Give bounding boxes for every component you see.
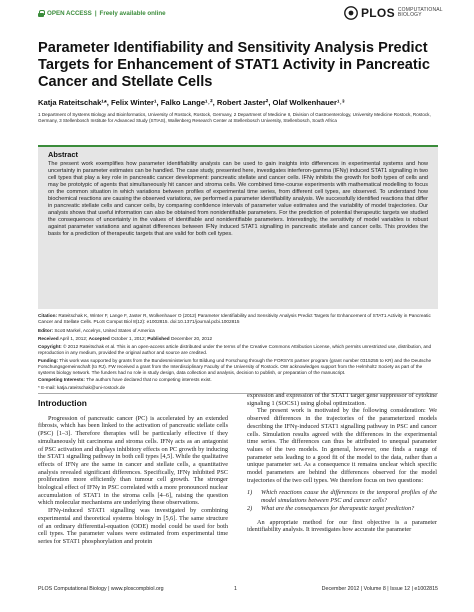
question-1-text: Which reactions cause the differences in the temporal profiles of the model simulations between PSC and cancer cells? [261,489,437,505]
question-1-number: 1) [247,489,253,497]
received-date: April 1, 2012; [59,336,88,341]
body-column-right [247,392,437,534]
editor-text: Scott Markel, Accelrys, United States of America [54,328,155,333]
editor-label: Editor: [38,328,54,333]
citation-label: Citation: [38,313,58,318]
competing-interests-text: The authors have declared that no competing interests exist. [86,377,212,382]
footer-issue: December 2012 | Volume 8 | Issue 12 | e1002815 [321,586,438,592]
affiliation-list: 1 Department of Systems Biology and Bioinformatics, University of Rostock, Rostock, Germany, 2 Department of Medicine II, Division of Gastroenterology, University Medicine Rostock, Rostock, Germany, 3 Stellenbosch Institute for Advanced Study (STIAS), Wallenberg Research Center at Stellenbosch University, Stellenbosch, South Africa [38,112,431,124]
abstract-box [38,145,438,309]
intro-paragraph-1: Progression of pancreatic cancer (PC) is accelerated by an extended fibrosis, which has been linked to the activation of pancreatic stellate cells (PSC) [1–3]. Therefore therapies will be particularly effective if they simultaneously hit carcinoma and stroma cells. IFNγ acts as an antagonist of PSC activation and displays inhibitory effects on PC growth by inducing the STAT1 signalling pathway in both cell types [4,5]. While the qualitative effects of IFNγ are the same in cancer and stellate cells, a quantitative analysis revealed significant differences. Specifically, IFNγ inhibited PSC proliferation more efficiently than tumour cell growth. The stronger biological effect of IFNγ in PSC correlated with a more pronounced nuclear accumulation of STAT1 in the stroma cells [4–6], raising the question which molecular mechanisms are underlying these observations. [38,414,228,507]
copyright-block [38,344,438,356]
received-label: Received [38,336,59,341]
funding-block [38,358,438,377]
research-question-2 [247,505,437,513]
footer-page-number: 1 [234,586,237,592]
plos-logo-icon [344,6,358,20]
published-date: December 20, 2012 [170,336,213,341]
dates-block [38,336,438,342]
citation-block [38,313,438,325]
intro-paragraph-5: An appropriate method for our first objective is a parameter identifiability analysis. It investigates how accurate the parameter [247,518,437,534]
paper-title: Parameter Identifiability and Sensitivity Analysis Predict Targets for Enhancement of STAT1 Activity in Pancreatic Cancer and Stellate Cells [38,40,430,90]
accepted-date: October 1, 2012; [111,336,146,341]
intro-paragraph-3: expression and expression of the STAT1 target gene suppressor of cytokine signaling 1 (SOCS1) using global optimization. [247,392,437,407]
funding-label: Funding: [38,358,59,363]
intro-paragraph-4: The present work is motivated by the following consideration: We observed differences in the trajectories of the parameterized models describing the IFNγ-induced STAT1 signalling pathway in PSC and cancer cells. Simulation results agreed with the differences in the experimental time series. The differences can thus be attributed to unequal parameter values of the two models. In general, however, one finds a range of parameter sets leading to a good fit of the model to the data, rather than a unique parameter set. As a consequence it remains unclear which specific model parameters are behind the differences observed for the model trajectories of the two cell types. We therefore focus on two questions: [247,407,437,484]
copyright-text: © 2012 Rateitschak et al. This is an open-access article distributed under the terms of the Creative Commons Attribution License, which permits unrestricted use, distribution, and reproduction in any medium, provided the original author and source are credited. [38,344,432,356]
journal-subtitle-line-2: BIOLOGY [397,12,422,18]
body-column-left [38,398,228,546]
question-2-number: 2) [247,504,253,512]
author-list: Katja Rateitschak¹*, Felix Winter¹, Falko Lange¹˒², Robert Jaster², Olaf Wolkenhauer¹˒³ [38,98,345,107]
footer-journal-url: PLOS Computational Biology | www.ploscompbiol.org [38,586,164,592]
page-footer [38,586,438,596]
published-label: Published [147,336,170,341]
journal-subtitle [398,8,443,19]
open-access-separator: | [94,10,97,17]
journal-header-bar [0,0,474,22]
question-2-text: What are the consequences for therapeutic target prediction? [261,504,415,512]
introduction-heading: Introduction [38,398,87,408]
research-question-1 [247,489,437,504]
abstract-heading: Abstract [48,150,78,159]
open-access-banner [38,10,166,17]
journal-wordmark: PLOS [361,6,395,20]
funding-text: This work was supported by grants from the Bundesministerium für Bildung und Forschung through the FORSYS partner program (grant number 0315255 to KR) and the Deutsche Forschungsgemeinschaft (to RJ). FW received a grant from the Interdisciplinary Faculty of the University of Rostock. OW acknowledges support from the Helmholtz Society as part of the systems biology network. The funders had no role in study design, data collection and analysis, decision to publish, or preparation of the manuscript. [38,358,432,376]
citation-text: Rateitschak K, Winter F, Lange F, Jaster R, Wolkenhauer O (2012) Parameter Identifiability and Sensitivity Analysis Predict Targets for Enhancement of STAT1 Activity in Pancreatic Cancer and Stellate Cells. PLoS Comput Biol 8(12): e1002815. doi:10.1371/journal.pcbi.1002815 [38,313,431,325]
corresponding-email: * E-mail: katja.rateitschak@uni-rostock.de [38,385,126,390]
editor-block [38,328,438,334]
open-access-lock-icon [38,10,44,17]
open-access-label: OPEN ACCESS [47,10,92,17]
journal-logo [344,6,443,20]
competing-interests-block [38,377,438,383]
intro-paragraph-2: IFNγ-induced STAT1 signalling was investigated by combining experimental and theoretical systems biology in [5,6]. The same structure of an ordinary differential-equation (ODE) model could be used for both cell types. The parameter values were estimated from experimental time series for STAT1 phosphorylation and protein [38,507,228,545]
journal-subtitle-line-1: COMPUTATIONAL [397,6,443,13]
research-questions [247,489,437,512]
freely-available-label: Freely available online [99,10,166,17]
accepted-label: Accepted [88,336,110,341]
competing-interests-label: Competing Interests: [38,377,85,382]
abstract-text: The present work exemplifies how parameter identifiability analysis can be used to gain insights into differences in experimental systems and how uncertainty in parameter estimates can be handled. The case study, presented here, investigates interferon-gamma (IFNγ) induced STAT1 signalling in two cell types that play a key role in pancreatic cancer development: pancreatic stellate and cancer cells. IFNγ inhibits the growth for both types of cells and may be prototypic of agents that simultaneously hit cancer and stroma cells. We combined time-course experiments with mathematical modelling to focus on the common situation in which variations between profiles of experimental time series, from different cell types, are observed. To understand how biochemical reactions are causing the observed variations, we performed a parameter identifiability analysis. We successfully identified reactions that differ in pancreatic stellate cells and cancer cells, by comparing confidence intervals of parameter value estimates and the variability of model trajectories. Our analysis shows that useful information can also be obtained from nonidentifiable parameters. For the prediction of potential therapeutic targets we studied the consequences of uncertainty in the values of identifiable and nonidentifiable parameters. Interestingly, the sensitivity of model variables is robust against parameter variations and against differences between IFNγ induced STAT1 signalling in pancreatic stellate and cancer cells. This provides the basis for a prediction of therapeutic targets that are valid for both cell types. [48,161,428,238]
copyright-label: Copyright: [38,344,62,349]
